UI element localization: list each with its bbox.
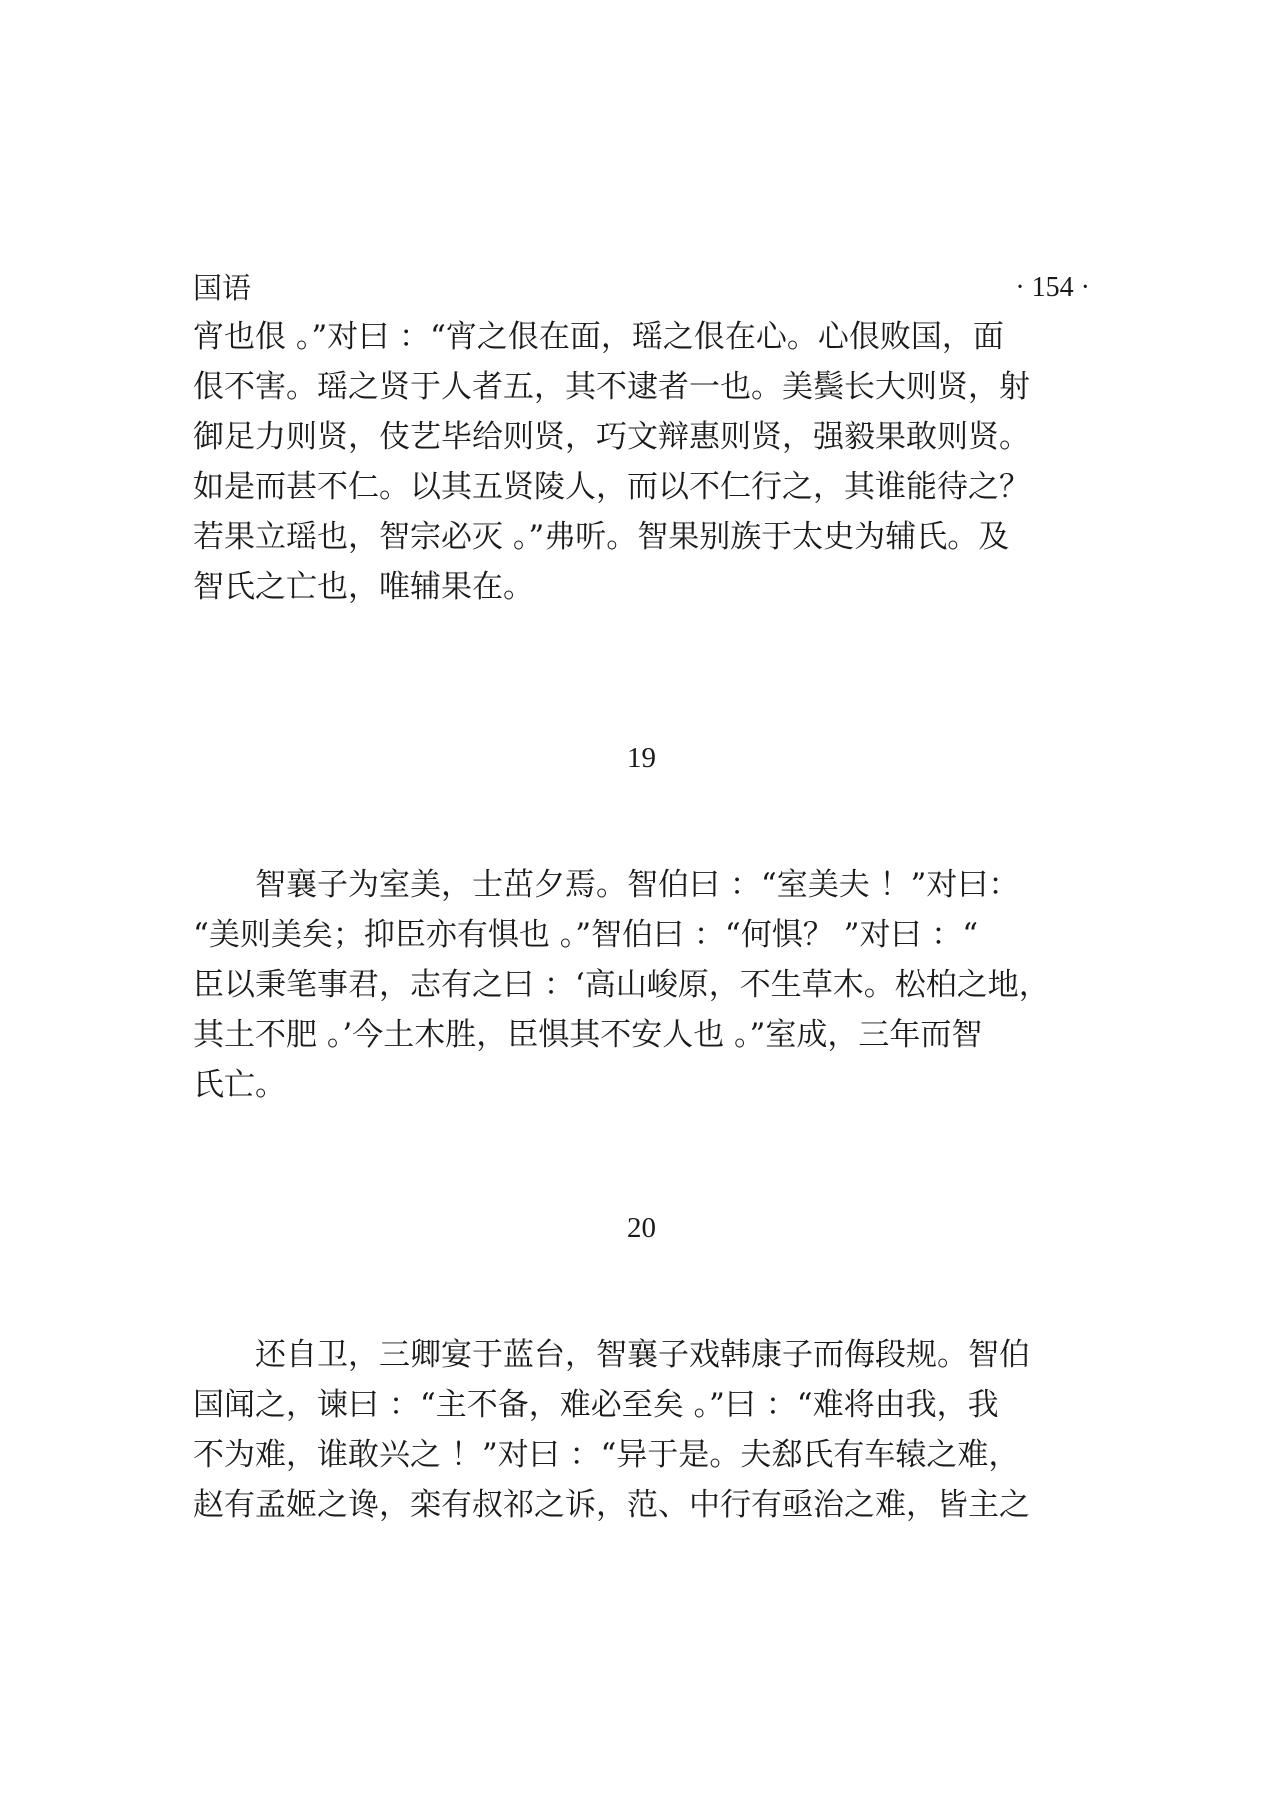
page-header [193, 268, 1090, 308]
passage-line: 国闻之，谏曰 ：“主不备，难必至矣 。”曰 ：“难将由我，我 [193, 1387, 999, 1423]
section-20-text [193, 1330, 1093, 1530]
passage-line: 若果立瑶也，智宗必灭 。”弗听。智果别族于太史为辅氏。及 [193, 519, 1010, 555]
passage-line: 其土不肥 。’今土木胜，臣惧其不安人也 。”室成，三年而智 [193, 1017, 983, 1053]
top-passage [193, 312, 1093, 612]
section-number-19: 19 [627, 742, 656, 774]
passage-line: 智襄子为室美，士茁夕焉。智伯曰 ：“室美夫 ！”对曰： [255, 867, 1020, 903]
passage-line: 如是而甚不仁。以其五贤陵人，而以不仁行之，其谁能待之？ [193, 469, 1030, 505]
passage-line: “美则美矣；抑臣亦有惧也 。”智伯曰 ：“何惧？ ”对曰 ：“ [193, 917, 979, 953]
section-number-20: 20 [627, 1212, 656, 1244]
passage-line: 氏亡。 [193, 1067, 286, 1103]
book-title: 国语 [193, 271, 252, 305]
passage-line: 御足力则贤，伎艺毕给则贤，巧文辩惠则贤，强毅果敢则贤。 [193, 419, 1030, 455]
passage-line: 宵也佷 。”对曰 ：“宵之佷在面，瑶之佷在心。心佷败国，面 [193, 319, 1004, 355]
passage-line: 还自卫，三卿宴于蓝台，智襄子戏韩康子而侮段规。智伯 [255, 1337, 1030, 1373]
passage-line: 佷不害。瑶之贤于人者五，其不逮者一也。美鬓长大则贤，射 [193, 369, 1030, 405]
passage-line: 赵有孟姬之谗，栾有叔祁之诉，范、中行有亟治之难，皆主之 [193, 1487, 1030, 1523]
page-number: · 154 · [1015, 272, 1090, 303]
passage-line: 不为难，谁敢兴之 ！”对曰 ：“异于是。夫郄氏有车辕之难， [193, 1437, 1020, 1473]
section-19-text [193, 860, 1093, 1110]
passage-line: 臣以秉笔事君，志有之曰 ：‘高山峻原，不生草木。松柏之地， [193, 967, 1050, 1003]
passage-line: 智氏之亡也，唯辅果在。 [193, 569, 534, 605]
